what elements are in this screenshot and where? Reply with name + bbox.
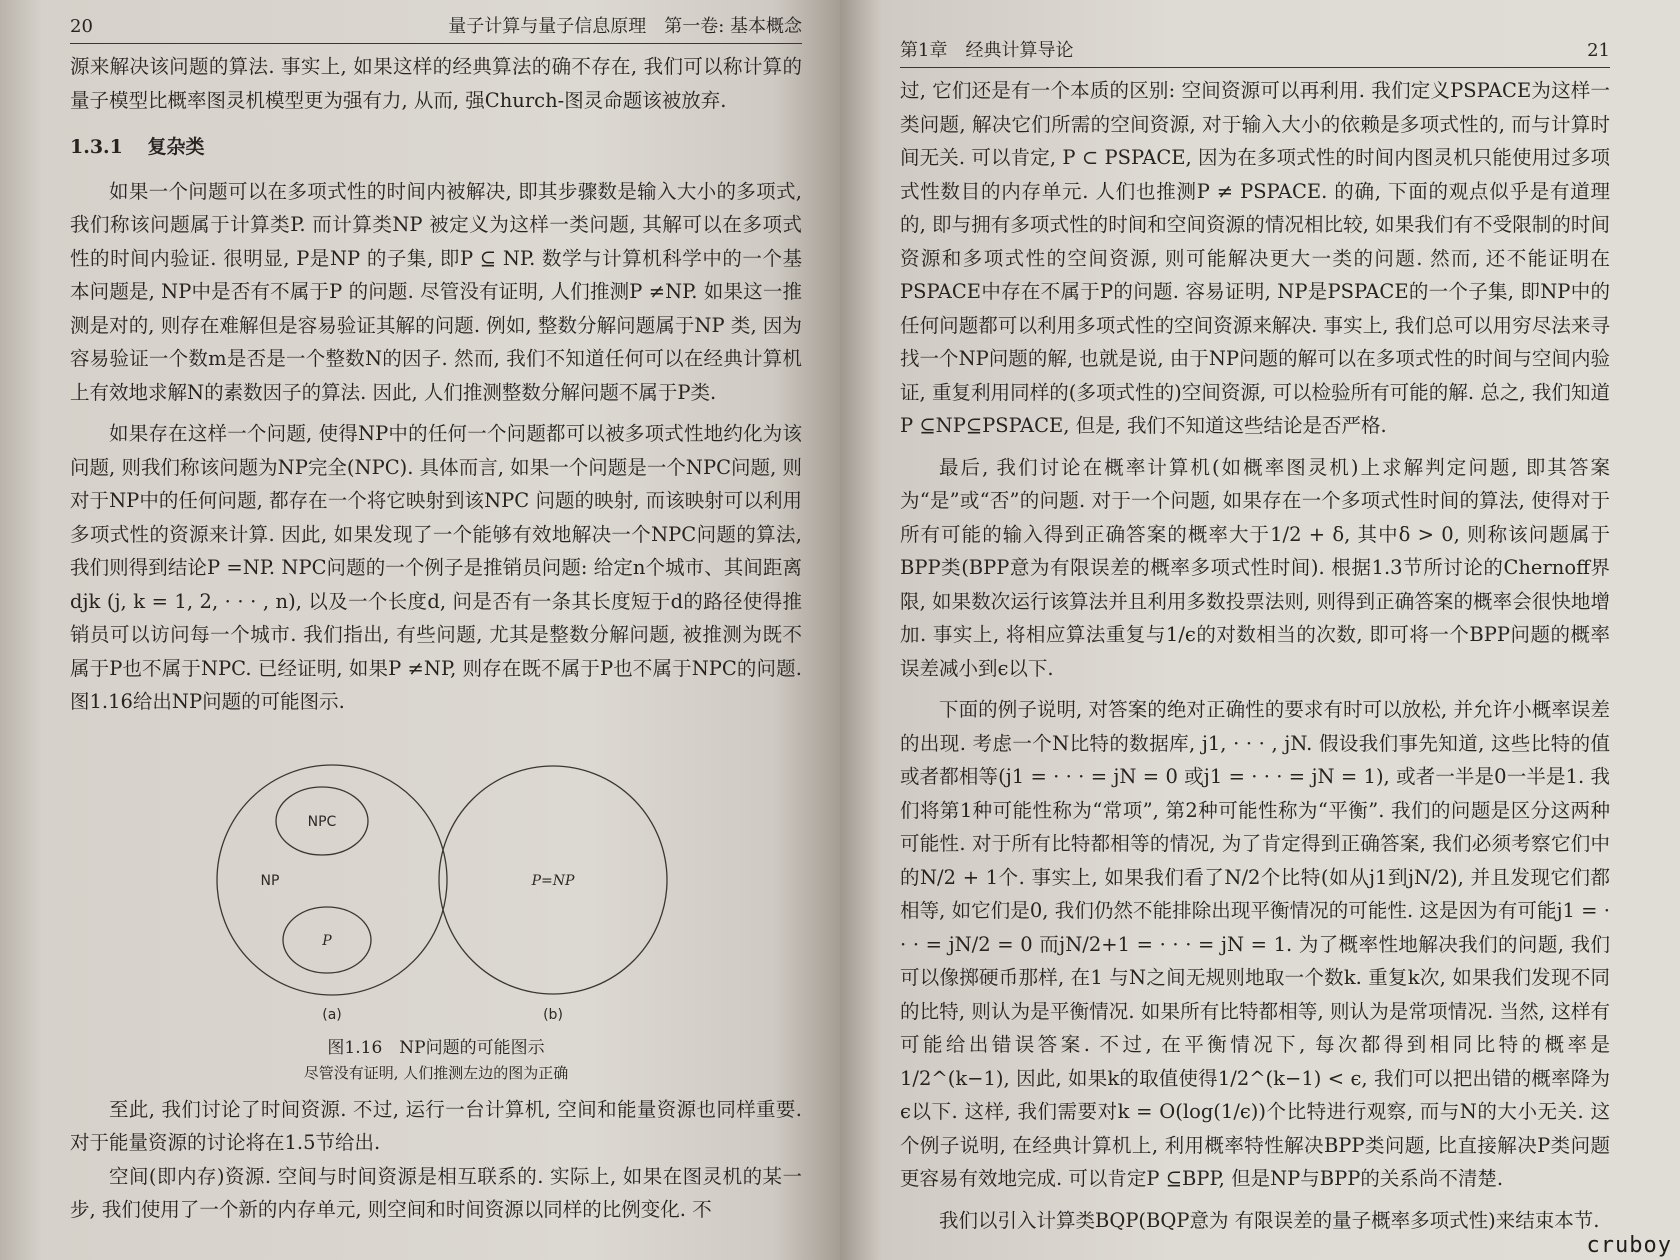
left-running-title: 量子计算与量子信息原理 第一卷: 基本概念 xyxy=(448,16,802,37)
right-page-number: 21 xyxy=(1587,40,1610,61)
subfigure-a-label: (a) xyxy=(322,1006,342,1023)
label-p-eq-np: P=NP xyxy=(531,872,575,889)
watermark-text: cruboy xyxy=(1586,1233,1672,1258)
left-paragraph-3: 至此, 我们讨论了时间资源. 不过, 运行一台计算机, 空间和能量资源也同样重要. 对于能量资源的讨论将在1.5节给出. xyxy=(70,1097,802,1154)
left-paragraph-1: 如果一个问题可以在多项式性的时间内被解决, 即其步骤数是输入大小的多项式, 我们称该问题属于计算类P. 而计算类NP 被定义为这样一类问题, 其解可以在多项式性的时间内验证. 很明显, P是NP 的子集, 即P ⊆ NP. 数学与计算机科学中的一个基本问题是, NP中是否有不属于P 的问题. 尽管没有证明, 人们推测P ≠NP. 如果这一推测是对的, 则存在难解但是容易验证其解的问题. 例如, 整数分解问题属于NP 类, 因为容易验证一个数m是否是一个整数N的因子. 然而, 我们不知道任何可以在经典计算机上有效地求解N的素数因子的算法. 因此, 人们推测整数分解问题不属于P类. xyxy=(70,179,802,404)
np-diagram xyxy=(70,725,802,1035)
section-heading xyxy=(70,131,802,165)
label-npc: NPC xyxy=(307,813,337,830)
label-p: P xyxy=(322,932,332,949)
right-paragraph-0: 过, 它们还是有一个本质的区别: 空间资源可以再利用. 我们定义PSPACE为这样一类问题, 解决它们所需的空间资源, 对于输入大小的依赖是多项式性的, 而与计算时间无关. 可以肯定, P ⊂ PSPACE, 因为在多项式性的时间内图灵机只能使用过多项式性数目的内存单元. 人们也推测P ≠ PSPACE. 的确, 下面的观点似乎是有道理的, 即与拥有多项式性的时间和空间资源的情况相比较, 如果我们有不受限制的时间资源和多项式性的空间资源, 则可能解决更大一类的问题. 然而, 还不能证明在PSPACE中存在不属于P的问题. 容易证明, NP是PSPACE的一个子集, 即NP中的任何问题都可以利用多项式性的空间资源来解决. 事实上, 我们总可以用穷尽法来寻找一个NP问题的解, 也就是说, 由于NP问题的解可以在多项式性的时间与空间内验证, 重复利用同样的(多项式性的)空间资源, 可以检验所有可能的解. 总之, 我们知道P ⊆NP⊆PSPACE, 但是, 我们不知道这些结论是否严格. xyxy=(900,79,1610,437)
right-running-header xyxy=(900,38,1610,68)
right-page xyxy=(840,0,1680,1260)
left-paragraph-4: 空间(即内存)资源. 空间与时间资源是相互联系的. 实际上, 如果在图灵机的某一步, 我们使用了一个新的内存单元, 则空间和时间资源以同样的比例变化. 不 xyxy=(70,1164,802,1221)
left-paragraph-0: 源来解决该问题的算法. 事实上, 如果这样的经典算法的确不存在, 我们可以称计算的量子模型比概率图灵机模型更为强有力, 从而, 强Church-图灵命题该被放弃. xyxy=(70,55,802,112)
figure-note: 尽管没有证明, 人们推测左边的图为正确 xyxy=(303,1063,569,1082)
left-paragraph-2: 如果存在这样一个问题, 使得NP中的任何一个问题都可以被多项式性地约化为该问题, 则我们称该问题为NP完全(NPC). 具体而言, 如果一个问题是一个NPC问题, 则对于NP中的任何问题, 都存在一个将它映射到该NPC 问题的映射, 而该映射可以利用多项式性的资源来计算. 因此, 如果发现了一个能够有效地解决一个NPC问题的算法, 我们则得到结论P =NP. NPC问题的一个例子是推销员问题: 给定n个城市、其间距离djk (j, k = 1, 2, · · · , n), 以及一个长度d, 问是否有一条其长度短于d的路径使得推销员可以访问每一个城市. 我们指出, 有些问题, 尤其是整数分解问题, 被推测为既不属于P也不属于NPC. 已经证明, 如果P ≠NP, 则存在既不属于P也不属于NPC的问题. 图1.16给出NP问题的可能图示. xyxy=(70,422,802,713)
right-paragraph-1: 最后, 我们讨论在概率计算机(如概率图灵机)上求解判定问题, 即其答案为“是”或“否”的问题. 对于一个问题, 如果存在一个多项式性时间的算法, 使得对于所有可能的输入得到正确答案的概率大于1/2 + δ, 其中δ > 0, 则称该问题属于BPP类(BPP意为有限误差的概率多项式性时间). 根据1.3节所讨论的Chernoff界限, 如果数次运行该算法并且利用多数投票法则, 则得到正确答案的概率会很快地增加. 事实上, 将相应算法重复与1/ϵ的对数相当的次数, 即可将一个BPP问题的概率误差减小到ϵ以下. xyxy=(900,455,1610,680)
left-page-number: 20 xyxy=(70,16,93,37)
np-circle-a xyxy=(217,765,447,995)
label-np: NP xyxy=(260,872,280,889)
right-paragraph-2: 下面的例子说明, 对答案的绝对正确性的要求有时可以放松, 并允许小概率误差的出现. 考虑一个N比特的数据库, j1, · · · , jN. 假设我们事先知道, 这些比特的值或者都相等(j1 = · · · = jN = 0 或j1 = · · · = jN = 1), 或者一半是0一半是1. 我们将第1种可能性称为“常项”, 第2种可能性称为“平衡”. 我们的问题是区分这两种可能性. 对于所有比特都相等的情况, 为了肯定得到正确答案, 我们必须考察它们中的N/2 + 1个. 事实上, 如果我们看了N/2个比特(如从j1到jN/2), 并且发现它们都相等, 如它们是0, 我们仍然不能排除出现平衡情况的可能性. 这是因为有可能j1 = · · · = jN/2 = 0 而jN/2+1 = · · · = jN = 1. 为了概率性地解决我们的问题, 我们可以像掷硬币那样, 在1 与N之间无规则地取一个数k. 重复k次, 如果我们发现不同的比特, 则认为是平衡情况. 如果所有比特都相等, 则认为是常项情况. 当然, 这样有可能给出错误答案. 不过, 在平衡情况下, 每次都得到相同比特的概率是1/2^(k−1), 因此, 如果k的取值使得1/2^(k−1) < ϵ, 我们可以把出错的概率降为ϵ以下. 这样, 我们需要对k = O(log(1/ϵ))个比特进行观察, 而与N的大小无关. 这个例子说明, 在经典计算机上, 利用概率特性解决BPP类问题, 比直接解决P类问题更容易有效地完成. 可以肯定P ⊆BPP, 但是NP与BPP的关系尚不清楚. xyxy=(900,698,1610,1190)
subfigure-b-label: (b) xyxy=(543,1006,563,1023)
figure-caption: 图1.16 NP问题的可能图示 xyxy=(327,1037,545,1058)
right-paragraph-3: 我们以引入计算类BQP(BQP意为 有限误差的量子概率多项式性)来结束本节. xyxy=(939,1208,1600,1232)
left-running-header xyxy=(70,14,802,44)
section-number: 1.3.1 xyxy=(70,136,123,158)
chapter-label: 第1章 经典计算导论 xyxy=(900,40,1074,61)
section-title: 复杂类 xyxy=(147,136,205,158)
np-diagram-figure xyxy=(70,725,802,1035)
